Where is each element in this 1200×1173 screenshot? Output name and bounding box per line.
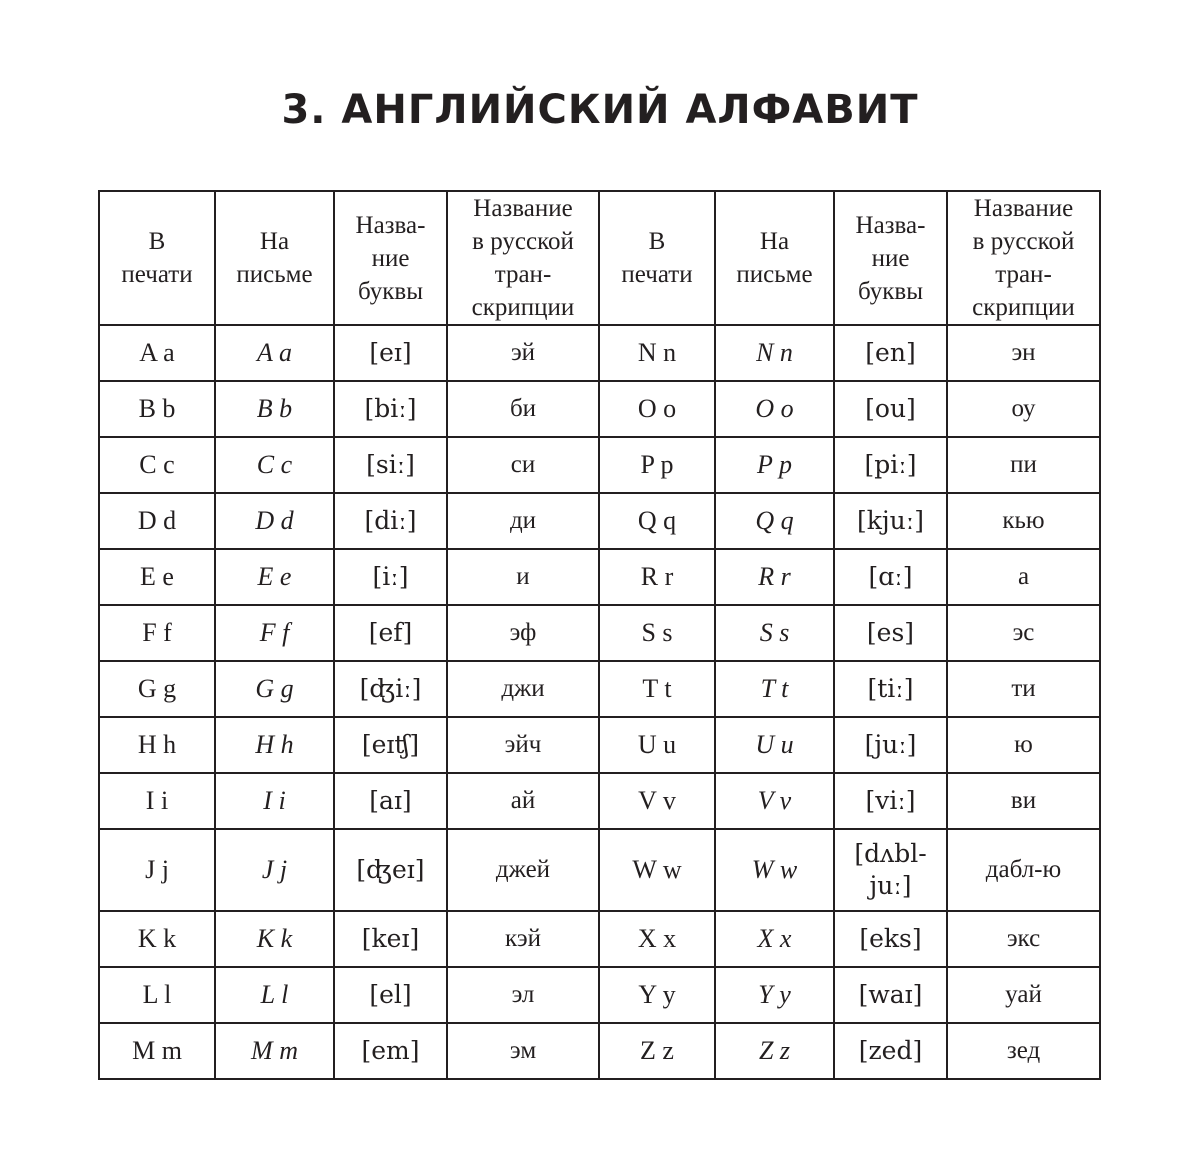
letter-written-left: J j (215, 829, 334, 911)
russian-transcription-left: си (447, 437, 599, 493)
letter-name-left: [siː] (334, 437, 447, 493)
table-row (99, 829, 1100, 911)
page-title: 3. АНГЛИЙСКИЙ АЛФАВИТ (281, 87, 919, 133)
letter-written-right: U u (715, 717, 834, 773)
table-row (99, 717, 1100, 773)
letter-printed-left: G g (99, 661, 215, 717)
letter-written-right: Z z (715, 1023, 834, 1079)
letter-printed-right: T t (599, 661, 715, 717)
russian-transcription-right: ти (947, 661, 1100, 717)
table-row (99, 911, 1100, 967)
letter-name-left: [ef] (334, 605, 447, 661)
letter-name-right: [en] (834, 325, 947, 381)
russian-transcription-right: эс (947, 605, 1100, 661)
letter-printed-right: W w (599, 829, 715, 911)
letter-written-right: T t (715, 661, 834, 717)
header-letter-name-right: Назва- ние буквы (834, 191, 947, 325)
letter-name-right: [es] (834, 605, 947, 661)
russian-transcription-right: оу (947, 381, 1100, 437)
letter-printed-left: M m (99, 1023, 215, 1079)
alphabet-body (99, 325, 1100, 1079)
russian-transcription-left: эм (447, 1023, 599, 1079)
letter-name-left: [iː] (334, 549, 447, 605)
letter-printed-left: F f (99, 605, 215, 661)
russian-transcription-right: ви (947, 773, 1100, 829)
russian-transcription-right: дабл-ю (947, 829, 1100, 911)
letter-written-right: R r (715, 549, 834, 605)
table-row (99, 661, 1100, 717)
russian-transcription-left: кэй (447, 911, 599, 967)
letter-printed-left: H h (99, 717, 215, 773)
letter-name-left: [ʤiː] (334, 661, 447, 717)
letter-name-left: [eɪ] (334, 325, 447, 381)
russian-transcription-right: пи (947, 437, 1100, 493)
letter-printed-right: O o (599, 381, 715, 437)
letter-name-right: [kjuː] (834, 493, 947, 549)
letter-written-left: F f (215, 605, 334, 661)
header-written-right: На письме (715, 191, 834, 325)
letter-name-left: [biː] (334, 381, 447, 437)
letter-printed-right: Z z (599, 1023, 715, 1079)
russian-transcription-right: экс (947, 911, 1100, 967)
letter-written-left: M m (215, 1023, 334, 1079)
letter-written-right: P p (715, 437, 834, 493)
letter-written-left: C c (215, 437, 334, 493)
letter-printed-right: V v (599, 773, 715, 829)
russian-transcription-right: эн (947, 325, 1100, 381)
russian-transcription-right: кью (947, 493, 1100, 549)
alphabet-table (98, 190, 1101, 1080)
letter-printed-left: I i (99, 773, 215, 829)
letter-name-right: [ou] (834, 381, 947, 437)
letter-name-right: [zed] (834, 1023, 947, 1079)
letter-name-right: [juː] (834, 717, 947, 773)
letter-printed-right: Q q (599, 493, 715, 549)
header-printed-left: В печати (99, 191, 215, 325)
header-row (99, 191, 1100, 325)
letter-written-right: N n (715, 325, 834, 381)
letter-name-right: [piː] (834, 437, 947, 493)
letter-written-left: E e (215, 549, 334, 605)
letter-printed-right: S s (599, 605, 715, 661)
letter-written-right: Q q (715, 493, 834, 549)
header-russian-transcription-left: Название в русской тран- скрипции (447, 191, 599, 325)
letter-printed-right: P p (599, 437, 715, 493)
russian-transcription-left: и (447, 549, 599, 605)
letter-written-left: G g (215, 661, 334, 717)
table-row (99, 967, 1100, 1023)
letter-name-right: [eks] (834, 911, 947, 967)
russian-transcription-left: эл (447, 967, 599, 1023)
letter-name-left: [ʤeɪ] (334, 829, 447, 911)
russian-transcription-left: ай (447, 773, 599, 829)
russian-transcription-right: а (947, 549, 1100, 605)
letter-written-right: S s (715, 605, 834, 661)
header-letter-name-left: Назва- ние буквы (334, 191, 447, 325)
table-row (99, 1023, 1100, 1079)
letter-name-left: [diː] (334, 493, 447, 549)
russian-transcription-left: би (447, 381, 599, 437)
letter-printed-left: C c (99, 437, 215, 493)
table-row (99, 605, 1100, 661)
table-row (99, 437, 1100, 493)
letter-name-left: [aɪ] (334, 773, 447, 829)
table-row (99, 549, 1100, 605)
letter-name-left: [em] (334, 1023, 447, 1079)
letter-name-right: [tiː] (834, 661, 947, 717)
letter-name-right: [ɑː] (834, 549, 947, 605)
russian-transcription-right: зед (947, 1023, 1100, 1079)
letter-name-left: [eɪʧ] (334, 717, 447, 773)
letter-written-left: B b (215, 381, 334, 437)
letter-printed-left: J j (99, 829, 215, 911)
letter-written-left: K k (215, 911, 334, 967)
letter-printed-left: K k (99, 911, 215, 967)
letter-written-left: D d (215, 493, 334, 549)
letter-written-right: V v (715, 773, 834, 829)
letter-name-right: [viː] (834, 773, 947, 829)
letter-printed-left: L l (99, 967, 215, 1023)
russian-transcription-left: эй (447, 325, 599, 381)
letter-written-right: O o (715, 381, 834, 437)
letter-printed-right: R r (599, 549, 715, 605)
letter-printed-left: E e (99, 549, 215, 605)
letter-written-left: H h (215, 717, 334, 773)
header-printed-right: В печати (599, 191, 715, 325)
letter-printed-left: D d (99, 493, 215, 549)
russian-transcription-left: эф (447, 605, 599, 661)
letter-written-right: W w (715, 829, 834, 911)
letter-printed-left: A a (99, 325, 215, 381)
russian-transcription-right: ю (947, 717, 1100, 773)
table-row (99, 381, 1100, 437)
russian-transcription-right: уай (947, 967, 1100, 1023)
letter-name-right: [waɪ] (834, 967, 947, 1023)
table-row (99, 493, 1100, 549)
russian-transcription-left: джи (447, 661, 599, 717)
letter-written-right: Y y (715, 967, 834, 1023)
letter-written-right: X x (715, 911, 834, 967)
header-written-left: На письме (215, 191, 334, 325)
letter-written-left: I i (215, 773, 334, 829)
letter-printed-right: X x (599, 911, 715, 967)
header-russian-transcription-right: Название в русской тран- скрипции (947, 191, 1100, 325)
russian-transcription-left: эйч (447, 717, 599, 773)
letter-printed-left: B b (99, 381, 215, 437)
letter-name-left: [keɪ] (334, 911, 447, 967)
letter-written-left: L l (215, 967, 334, 1023)
russian-transcription-left: ди (447, 493, 599, 549)
letter-name-left: [el] (334, 967, 447, 1023)
table-row (99, 325, 1100, 381)
letter-printed-right: N n (599, 325, 715, 381)
table-row (99, 773, 1100, 829)
letter-printed-right: Y y (599, 967, 715, 1023)
letter-written-left: A a (215, 325, 334, 381)
letter-printed-right: U u (599, 717, 715, 773)
russian-transcription-left: джей (447, 829, 599, 911)
letter-name-right: [dʌbl- juː] (834, 829, 947, 911)
